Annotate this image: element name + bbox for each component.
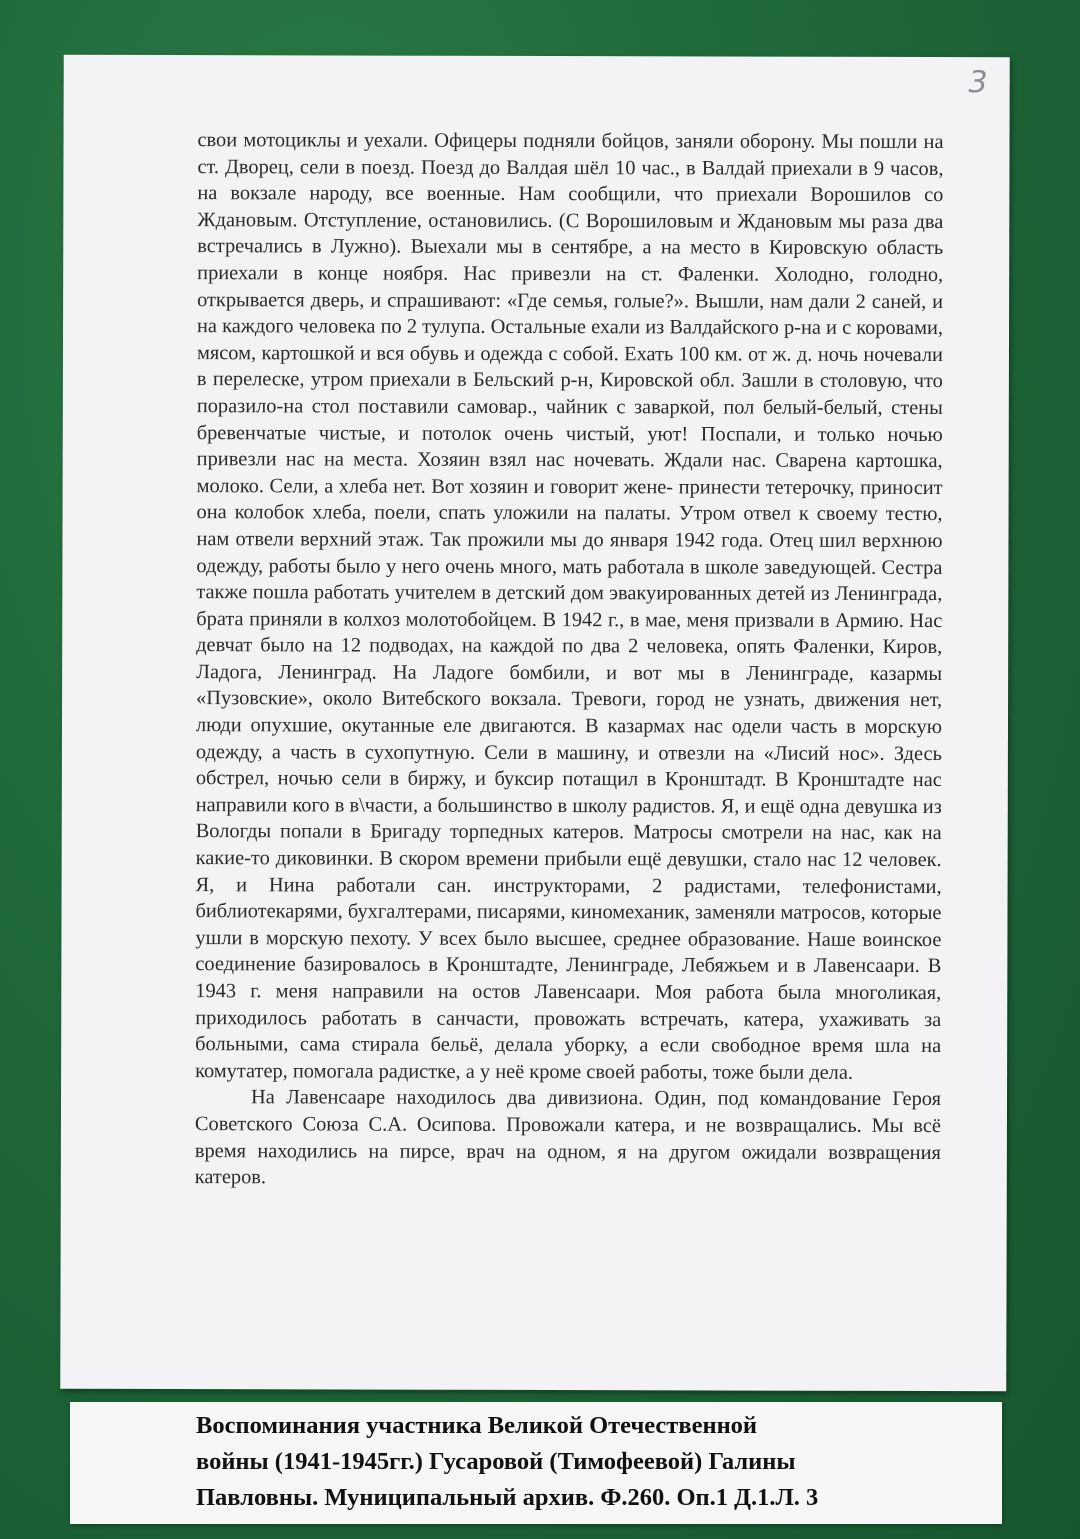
archive-caption-label bbox=[70, 1402, 1002, 1524]
show-through-text bbox=[181, 1261, 481, 1289]
ghost-line bbox=[181, 1261, 481, 1289]
page-number: 3 bbox=[968, 65, 988, 101]
caption-text: Воспоминания участника Великой Отечественной войны (1941-1945гг.) Гусаровой (Тимофеевой) Галины Павловны. Муниципальный архив. Ф.260. Оп.1 Д.1.Л. 3 bbox=[196, 1412, 819, 1511]
memoir-text bbox=[195, 127, 944, 1193]
paragraph: свои мотоциклы и уехали. Офицеры подняли бойцов, заняли оборону. Мы пошли на ст. Дворец, сели в поезд. Поезд до Валдая шёл 10 час., в Валдай приехали в 9 часов, на вокзале народу, все военные. Нам сообщили, что приехали Ворошилов со Ждановым. Отступление, остановились. (С Ворошиловым и Ждановым мы раза два встречались в Лужно). Выехали мы в сентябре, а на место в Кировскую область приехали в конце ноября. Нас привезли на ст. Фаленки. Холодно, голодно, открывается дверь, и спрашивают: «Где семья, голые?». Вышли, нам дали 2 саней, и на каждого человека по 2 тулупа. Остальные ехали из Валдайского р-на и с коровами, мясом, картошкой и вся обувь и одежда с собой. Ехать 100 км. от ж. д. ночь ночевали в перелеске, утром приехали в Бельский р-н, Кировской обл. Зашли в столовую, что поразило-на стол поставили самовар., чайник с заваркой, пол белый-белый, стены бревенчатые чистые, и потолок очень чистый, уют! Поспали, и только ночью привезли нас на места. Хозяин взял нас ночевать. Ждали нас. Сварена картошка, молоко. Сели, а хлеба нет. Вот хозяин и говорит жене- принести тетерочку, приносит она колобок хлеба, поели, спать уложили на палаты. Утром отвел к своему тестю, нам отвели верхний этаж. Так прожили мы до января 1942 года. Отец шил верхнюю одежду, работы было у него очень много, мать работала в школе заведующей. Сестра также пошла работать учителем в детский дом эвакуированных детей из Ленинграда, брата приняли в колхоз молотобойцем. В 1942 г., в мае, меня призвали в Армию. Нас девчат было на 12 подводах, на каждой по два 2 человека, опять Фаленки, Киров, Ладога, Ленинград. На Ладоге бомбили, и вот мы в Ленинграде, казармы «Пузовские», около Витебского вокзала. Тревоги, город не узнать, движения нет, люди опухшие, окутанные еле двигаются. В казармах нас одели часть в морскую одежду, а часть в сухопутную. Сели в машину, и отвезли на «Лисий нос». Здесь обстрел, ночью сели в биржу, и буксир потащил в Кронштадт. В Кронштадте нас направили кого в в\части, а большинство в школу радистов. Я, и ещё одна девушка из Вологды попали в Бригаду торпедных катеров. Матросы смотрели на нас, как на какие-то диковинки. В скором времени прибыли ещё девушки, стало нас 12 человек. Я, и Нина работали сан. инструкторами, 2 радистами, телефонистами, библиотекарями, бухгалтерами, писарями, киномеханик, заменяли матросов, которые ушли в морскую пехоту. У всех было высшее, среднее образование. Наше воинское соединение базировалось в Кронштадте, Ленинграде, Лебяжьем и в Лавенсаари. В 1943 г. меня направили на остов Лавенсаари. Моя работа была многоликая, приходилось работать в санчасти, провожать встречать, катера, ухаживать за больными, сама стирала бельё, делала уборку, а если свободное время шла на комутатер, помогала радистке, а у неё кроме своей работы, тоже были дела. bbox=[195, 129, 944, 1084]
paragraph: На Лавенсааре находилось два дивизиона. Один, под командование Героя Советского Союза С.А. Осипова. Провожали катера, и не возвращались. Мы всё время находились на пирсе, врач на одном, я на другом ожидали возвращения катеров. bbox=[194, 1086, 942, 1189]
document-page bbox=[60, 55, 1009, 1391]
